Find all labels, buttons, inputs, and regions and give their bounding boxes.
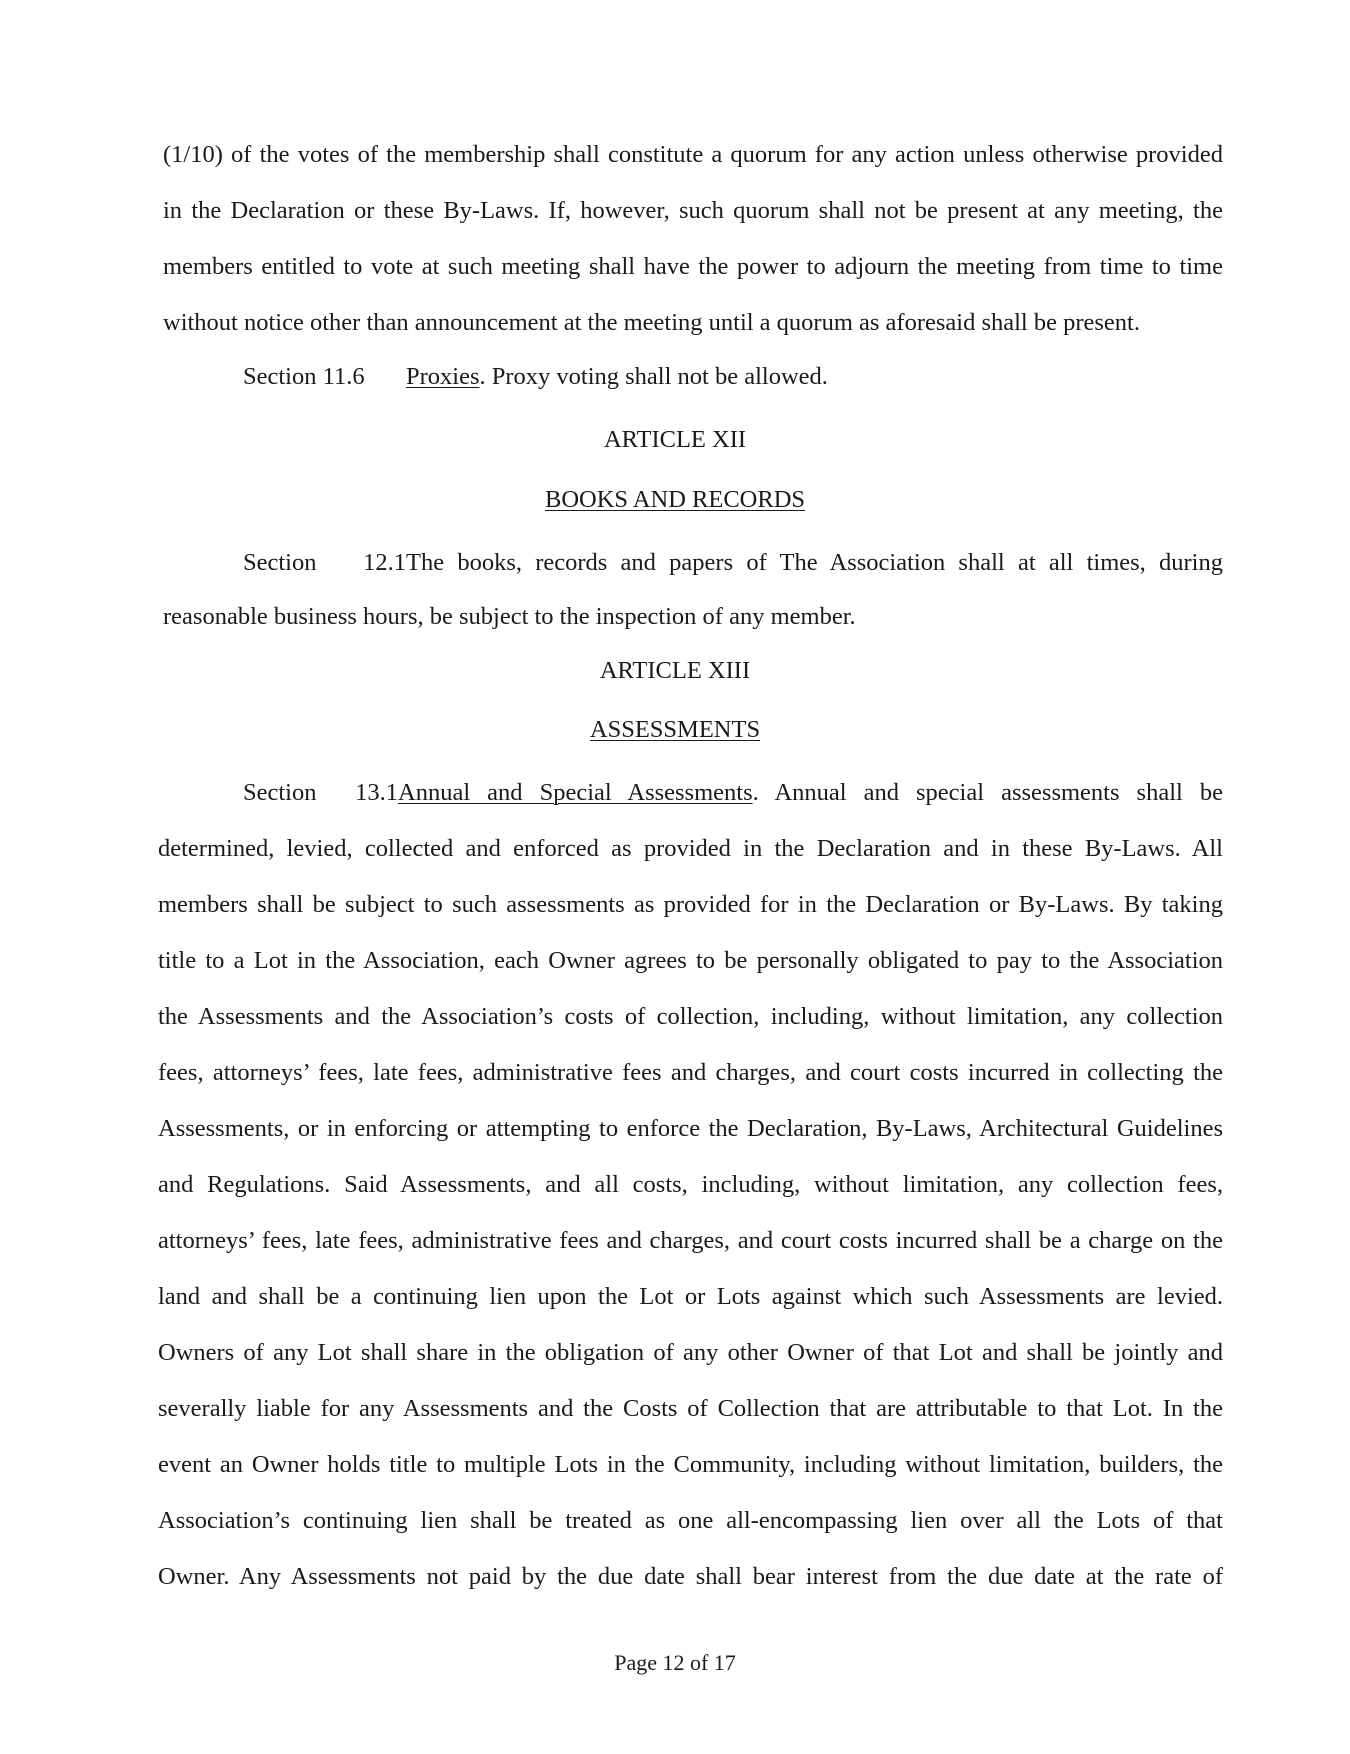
section-12-1-line (243, 548, 1223, 578)
paragraph-line: title to a Lot in the Association, each Owner agrees to be personally obligated to pay to the Association (158, 947, 1223, 974)
paragraph-line: (1/10) of the votes of the membership shall constitute a quorum for any action unless otherwise provided (163, 141, 1223, 168)
paragraph-line: Association’s continuing lien shall be treated as one all-encompassing lien over all the Lots of that (158, 1507, 1223, 1534)
section-13-1-line (243, 778, 1223, 808)
page-number: Page 12 of 17 (614, 1650, 736, 1675)
section-title: Annual and Special Assessments (398, 779, 753, 806)
paragraph-line: members entitled to vote at such meeting shall have the power to adjourn the meeting from time to time (163, 253, 1223, 280)
section-title: Proxies (406, 363, 480, 390)
article-title (0, 485, 1350, 515)
section-text: . Annual and special assessments shall be (752, 779, 1223, 806)
paragraph-line: Owners of any Lot shall share in the obligation of any other Owner of that Lot and shall be jointly and (158, 1339, 1223, 1366)
paragraph-line: Assessments, or in enforcing or attempting to enforce the Declaration, By-Laws, Architectural Guidelines (158, 1115, 1223, 1142)
article-title (0, 715, 1350, 745)
article-title-text: ASSESSMENTS (589, 716, 761, 743)
paragraph-line: members shall be subject to such assessments as provided for in the Declaration or By-Laws. By taking (158, 891, 1223, 918)
paragraph-line: reasonable business hours, be subject to the inspection of any member. (163, 603, 856, 630)
paragraph-line: determined, levied, collected and enforced as provided in the Declaration and in these By-Laws. All (158, 835, 1223, 862)
paragraph-line: the Assessments and the Association’s costs of collection, including, without limitation, any collection (158, 1003, 1223, 1030)
section-11-6 (243, 362, 828, 392)
section-number: Section 11.6 (243, 363, 365, 390)
paragraph-line: and Regulations. Said Assessments, and all costs, including, without limitation, any collection fees, (158, 1171, 1223, 1198)
section-number: Section 12.1 (243, 549, 406, 576)
section-number: Section 13.1 (243, 779, 398, 806)
article-heading: ARTICLE XII (603, 426, 747, 453)
paragraph-line: without notice other than announcement at the meeting until a quorum as aforesaid shall be present. (163, 309, 1140, 336)
section-text: . Proxy voting shall not be allowed. (479, 363, 828, 390)
paragraph-line: attorneys’ fees, late fees, administrative fees and charges, and court costs incurred shall be a charge on the (158, 1227, 1223, 1254)
section-text: The books, records and papers of The Association shall at all times, during (406, 549, 1223, 576)
article-title-text: BOOKS AND RECORDS (544, 486, 806, 513)
paragraph-line: Owner. Any Assessments not paid by the due date shall bear interest from the due date at the rate of (158, 1563, 1223, 1590)
paragraph-line: event an Owner holds title to multiple Lots in the Community, including without limitation, builders, the (158, 1451, 1223, 1478)
paragraph-line: severally liable for any Assessments and the Costs of Collection that are attributable to that Lot. In the (158, 1395, 1223, 1422)
article-heading: ARTICLE XIII (599, 657, 751, 684)
paragraph-line: land and shall be a continuing lien upon the Lot or Lots against which such Assessments are levied. (158, 1283, 1223, 1310)
paragraph-line: fees, attorneys’ fees, late fees, administrative fees and charges, and court costs incurred in collecting the (158, 1059, 1223, 1086)
paragraph-line: in the Declaration or these By-Laws. If, however, such quorum shall not be present at any meeting, the (163, 197, 1223, 224)
